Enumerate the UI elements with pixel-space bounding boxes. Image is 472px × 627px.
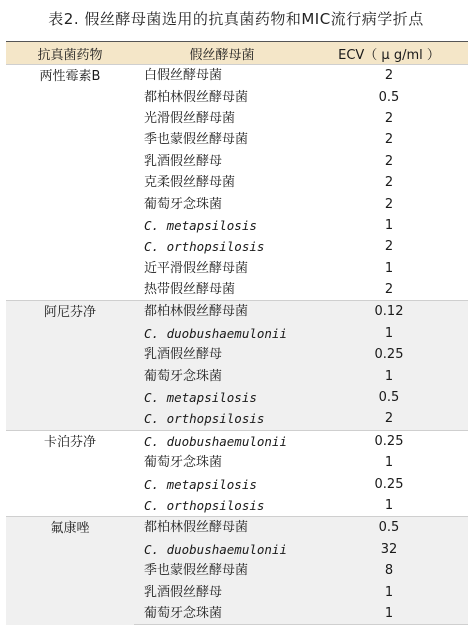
ecv-value-cell: 0.25 [374,476,404,492]
ecv-value-cell: 0.5 [378,89,400,105]
table-row [6,65,468,87]
organism-cell: 乳酒假丝酵母 [144,153,223,169]
ecv-value-cell: 2 [384,239,394,255]
ecv-value-cell: 2 [384,153,394,169]
organism-cell: 葡萄牙念珠菌 [144,196,223,212]
ecv-value-cell: 1 [310,603,468,625]
ecv-value-cell: 0.12 [310,301,468,323]
drug-name-cell: 氟康唑 [6,517,134,625]
organism-cell: C. orthopsilosis [134,495,310,517]
ecv-value-cell: 1 [384,260,394,276]
organism-cell: C. metapsilosis [144,476,257,492]
organism-cell: C. duobushaemulonii [144,541,287,557]
drug-name-cell: 卡泊芬净 [6,430,134,517]
ecv-value-cell: 2 [310,279,468,301]
ecv-value-cell: 0.25 [310,430,468,452]
ecv-value-cell: 0.25 [374,347,404,363]
table-row [6,301,468,323]
header-row [6,42,468,65]
table-row [6,517,468,539]
ecv-value-cell: 32 [380,541,398,557]
organism-cell: C. orthopsilosis [134,408,310,430]
organism-cell: 季也蒙假丝酵母菌 [144,132,249,148]
table-body [6,65,468,625]
ecv-value-cell: 8 [384,563,394,579]
organism-cell: 热带假丝酵母菌 [134,279,310,301]
organism-cell: 季也蒙假丝酵母菌 [144,563,249,579]
organism-cell: 克柔假丝酵母菌 [144,175,236,191]
organism-cell: 近平滑假丝酵母菌 [144,260,249,276]
organism-cell: 光滑假丝酵母菌 [144,110,236,126]
organism-cell: 白假丝酵母菌 [134,65,310,87]
organism-cell: 葡萄牙念珠菌 [144,368,223,384]
drug-name-cell: 阿尼芬净 [6,301,134,430]
organism-cell: C. orthopsilosis [144,239,265,255]
organism-cell: C. duobushaemulonii [144,325,287,341]
ecv-value-cell: 2 [310,408,468,430]
ecv-table [6,41,468,625]
table-row [6,430,468,452]
organism-cell: C. duobushaemulonii [134,430,310,452]
organism-cell: 乳酒假丝酵母 [144,584,223,600]
header-ecv: ECV（ μ g/ml ） [338,47,440,63]
table-header [6,42,468,65]
ecv-value-cell: 1 [310,495,468,517]
ecv-value-cell: 2 [310,65,468,87]
organism-cell: 葡萄牙念珠菌 [144,455,223,471]
ecv-value-cell: 0.5 [310,517,468,539]
organism-cell: 都柏林假丝酵母菌 [144,89,249,105]
ecv-value-cell: 0.5 [378,390,400,406]
organism-cell: 乳酒假丝酵母 [144,347,223,363]
organism-cell: C. metapsilosis [144,217,257,233]
ecv-value-cell: 1 [384,584,394,600]
header-drug: 抗真菌药物 [37,47,103,63]
organism-cell: 葡萄牙念珠菌 [134,603,310,625]
table-title: 表2. 假丝酵母菌选用的抗真菌药物和MIC流行病学折点 [48,10,424,28]
ecv-value-cell: 2 [384,196,394,212]
ecv-value-cell: 1 [384,217,394,233]
ecv-value-cell: 2 [384,132,394,148]
drug-name-cell: 两性霉素B [6,65,134,301]
organism-cell: C. metapsilosis [144,390,257,406]
organism-cell: 都柏林假丝酵母菌 [134,517,310,539]
ecv-value-cell: 1 [384,325,394,341]
header-organism: 假丝酵母菌 [189,47,255,63]
ecv-value-cell: 1 [384,455,394,471]
ecv-value-cell: 2 [384,175,394,191]
ecv-value-cell: 1 [384,368,394,384]
ecv-value-cell: 2 [384,110,394,126]
organism-cell: 都柏林假丝酵母菌 [134,301,310,323]
